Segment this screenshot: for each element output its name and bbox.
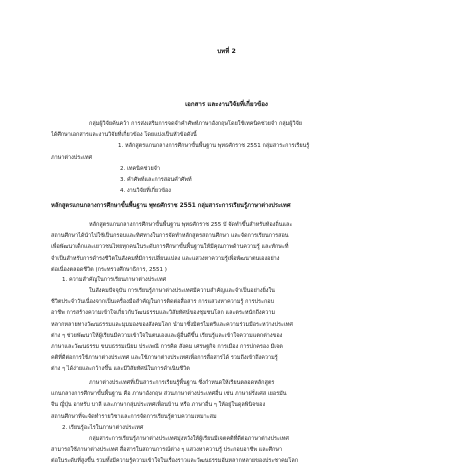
topic-item: 4. งานวิจัยที่เกี่ยวข้อง <box>120 188 171 195</box>
intro-paragraph <box>51 119 406 164</box>
subsection-1-heading: 1. ความสำคัญในการเรียนภาษาต่างประเทศ <box>62 277 167 283</box>
subsection-1-line: ต่าง ๆ ได้ง่ายและกว้างขึ้น และมีวิสัยทัศน์ในการดำเนินชีวิต <box>51 366 190 373</box>
subsection-1-line: อาชีพ การสร้างความเข้าใจเกี่ยวกับวัฒนธรรมและวิสัยทัศน์ของชุมชนโลก และตระหนักถึงความ <box>51 310 276 317</box>
section-heading: หลักสูตรแกนกลางการศึกษาขั้นพื้นฐาน พุทธศักราช 2551 กลุ่มสาระการเรียนรู้ภาษาต่างประเทศ <box>51 203 291 209</box>
subsection-2-paragraph <box>51 434 406 468</box>
section-intro-line: สถานศึกษาได้นำไปใช้เป็นกรอบและทิศทางในการจัดทำหลักสูตรสถานศึกษา และจัดการเรียนการสอน <box>51 233 289 240</box>
subsection-2-line: สามารถใช้ภาษาต่างประเทศ สื่อสารในสถานการณ์ต่าง ๆ แสวงหาความรู้ ประกอบอาชีพ และศึกษา <box>51 447 283 454</box>
section-intro-line: หลักสูตรแกนกลางการศึกษาขั้นพื้นฐาน พุทธศักราช 255 บั จัดทำขึ้นสำหรับท้องถิ่นและ <box>89 222 293 228</box>
section-intro-paragraph <box>51 220 406 276</box>
subsection-1-line: ภาษาและวัฒนธรรม ขนบธรรมเนียม ประเพณี การคิด สังคม เศรษฐกิจ การเมือง การปกครอง มีเจต <box>51 344 283 351</box>
topic-item: 2. เทคนิคช่วยจำ <box>120 166 160 172</box>
topic-list <box>120 164 192 198</box>
intro-line: กลุ่มผู้วิจัยค้นคว้า การส่งเสริมการจดจำคำศัพท์ภาษาอังกฤษโดยใช้เทคนิคช่วยจำ กลุ่มผู้วิจัย <box>89 121 303 127</box>
topic-item: 3. คำศัพท์และการสอนคำศัพท์ <box>120 177 192 184</box>
subsection-1-line: ต่าง ๆ ช่วยพัฒนาให้ผู้เรียนมีความเข้าใจในตนเองและผู้อื่นดีขึ้น เรียนรู้และเข้าใจความแตกต่างของ <box>51 332 283 339</box>
subsection-2-line: ต่อในระดับที่สูงขึ้น รวมทั้งมีความรู้ความเข้าใจในเรื่องราวและวัฒนธรรมอันหลากหลายของประชาคมโลก <box>51 458 299 465</box>
subsection-1-line: ชีวิตประจำวันเนื่องจากเป็นเครื่องมือสำคัญในการติดต่อสื่อสาร การแสวงหาความรู้ การประกอบ <box>51 299 275 306</box>
subsection-1-paragraph-2 <box>51 378 406 423</box>
section-intro-line: ต่อเนื่องตลอดชีวิต (กระทรวงศึกษาธิการ, 2551 ) <box>51 266 167 273</box>
section-intro-line: เพื่อพัฒนาเด็กและเยาวชนไทยทุกคนในระดับการศึกษาขั้นพื้นฐานให้มีคุณภาพด้านความรู้ และทักษะที่ <box>51 244 289 251</box>
subsection-1-paragraph <box>51 286 406 376</box>
subsection-1-line: คติที่ดีต่อการใช้ภาษาต่างประเทศ และใช้ภาษาต่างประเทศเพื่อการสื่อสารได้ รวมถึงเข้าถึงความรู้ <box>51 355 278 362</box>
subsection-1-line: หลากหลายทางวัฒนธรรมและมุมมองของสังคมโลก นำมาซึ่งมิตรไมตรีและความร่วมมือระหว่างประเทศ <box>51 321 293 328</box>
subsection-1-line: แกนกลางการศึกษาขั้นพื้นฐาน คือ ภาษาอังกฤษ ส่วนภาษาต่างประเทศอื่น เช่น ภาษาฝรั่งเศส เยอรมัน <box>51 391 287 398</box>
subsection-1-line: ในสังคมปัจจุบัน การเรียนรู้ภาษาต่างประเทศมีความสำคัญและจำเป็นอย่างยิ่งใน <box>89 288 275 294</box>
section-intro-line: จำเป็นสำหรับการดำรงชีวิตในสังคมที่มีการเปลี่ยนแปลง และแสวงหาความรู้เพื่อพัฒนาตนเองอย่าง <box>51 255 280 262</box>
subsection-1-line: สถานศึกษาที่จะจัดทำรายวิชาและการจัดการเรียนรู้ตามความเหมาะสม <box>51 413 217 420</box>
chapter-title: เอกสาร และงานวิจัยที่เกี่ยวข้อง <box>185 101 268 108</box>
chapter-number: บทที่ 2 <box>217 48 236 55</box>
subsection-2-line: กลุ่มสาระการเรียนรู้ภาษาต่างประเทศมุ่งหวังให้ผู้เรียนมีเจตคติที่ดีต่อภาษาต่างประเทศ <box>89 436 289 442</box>
intro-line: ภาษาต่างประเทศ <box>51 154 93 161</box>
intro-line: 1. หลักสูตรแกนกลางการศึกษาขั้นพื้นฐาน พุทธศักราช 2551 กลุ่มสาระการเรียนรู้ <box>118 143 310 150</box>
intro-line: ได้ศึกษาเอกสารและงานวิจัยที่เกี่ยวข้อง โดยแบ่งเป็นหัวข้อดังนี้ <box>51 132 197 139</box>
subsection-1-line: จีน ญี่ปุ่น อาหรับ บาลี และภาษากลุ่มประเทศเพื่อนบ้าน หรือ ภาษาอื่น ๆ ให้อยู่ในดุลพินิจของ <box>51 402 266 409</box>
subsection-1-line: ภาษาต่างประเทศที่เป็นสาระการเรียนรู้พื้นฐาน ซึ่งกำหนดให้เรียนตลอดหลักสูตร <box>89 380 275 386</box>
subsection-2-heading: 2. เรียนรู้อะไรในภาษาต่างประเทศ <box>62 425 144 431</box>
